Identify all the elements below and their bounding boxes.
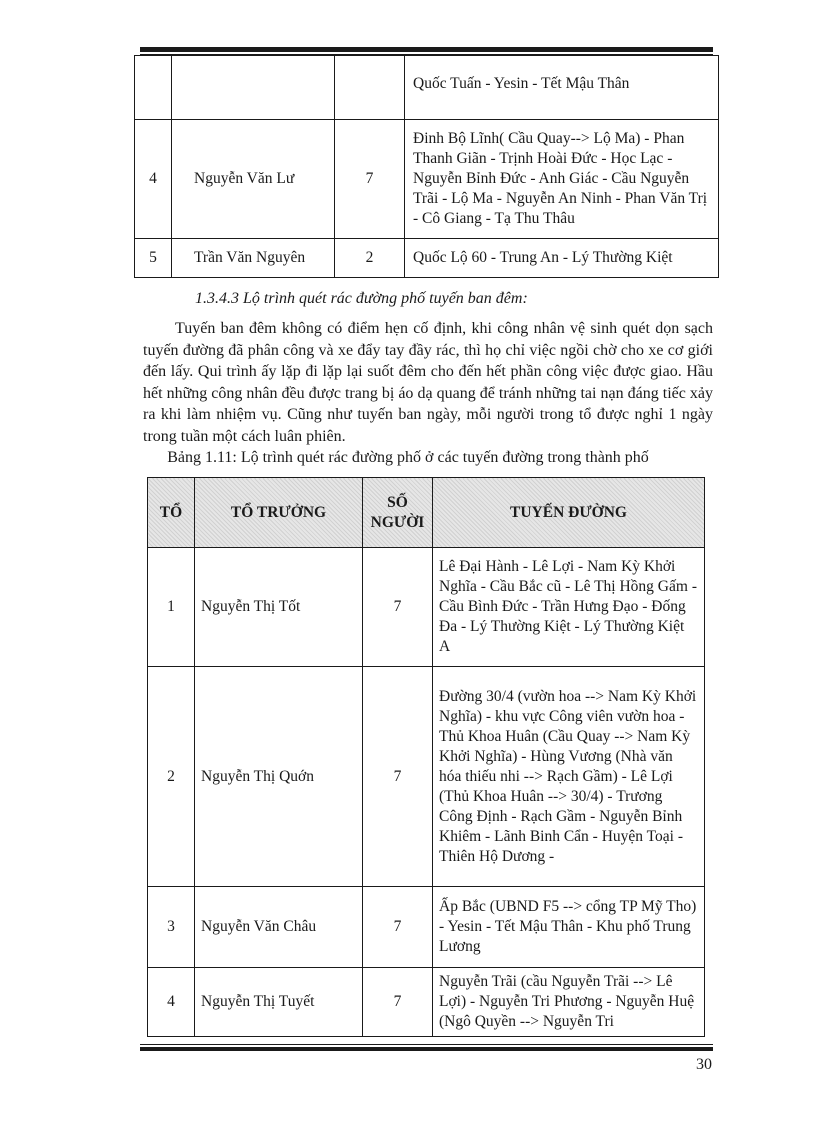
cell-tuyen-duong: Đinh Bộ Lĩnh( Cầu Quay--> Lộ Ma) - Phan Thanh Giãn - Trịnh Hoài Đức - Học Lạc - Nguyễn Bỉnh Đức - Anh Giác - Cầu Nguyễn Trãi - Lộ Ma - Nguyễn An Ninh - Phan Văn Trị - Cô Giang - Tạ Thu Thâu	[405, 120, 719, 239]
table-caption: Bảng 1.11: Lộ trình quét rác đường phố ở các tuyến đường trong thành phố	[167, 449, 649, 466]
cell-tuyen-duong: Quốc Tuấn - Yesin - Tết Mậu Thân	[405, 56, 719, 120]
header-to-truong: TỔ TRƯỞNG	[195, 478, 363, 548]
cell-to: 4	[135, 120, 172, 239]
table-row	[148, 548, 705, 667]
body-paragraph: Tuyến ban đêm không có điểm hẹn cố định, khi công nhân vệ sinh quét dọn sạch tuyến đường đã phân công và xe đẩy tay đầy rác, thì họ chỉ việc ngồi chờ cho xe cơ giới đến lấy. Qui trình ấy lặp đi lặp lại suốt đêm cho đến hết phần công việc được giao. Hầu hết những công nhân đều được trang bị áo dạ quang để tránh những tai nạn đáng tiếc xảy ra khi làm nhiệm vụ. Cũng như tuyến ban ngày, mỗi người trong tổ được nghỉ 1 ngày trong tuần một cách luân phiên.	[143, 320, 713, 445]
cell-to-truong: Nguyễn Văn Lư	[172, 120, 335, 239]
cell-tuyen-duong: Lê Đại Hành - Lê Lợi - Nam Kỳ Khởi Nghĩa - Cầu Bắc cũ - Lê Thị Hồng Gấm - Cầu Bình Đức - Trần Hưng Đạo - Đống Đa - Lý Thường Kiệt - Lý Thường Kiệt A	[433, 548, 705, 667]
cell-to-truong: Nguyễn Thị Quớn	[195, 667, 363, 887]
table-row	[148, 968, 705, 1037]
cell-tuyen-duong: Đường 30/4 (vườn hoa --> Nam Kỳ Khởi Nghĩa) - khu vực Công viên vườn hoa - Thủ Khoa Huân (Cầu Quay --> Nam Kỳ Khởi Nghĩa) - Hùng Vương (Nhà văn hóa thiếu nhi --> Rạch Gầm) - Lê Lợi (Thủ Khoa Huân --> 30/4) - Trương Công Định - Rạch Gầm - Nguyễn Bỉnh Khiêm - Lãnh Binh Cẩn - Huyện Toại - Thiên Hộ Dương -	[433, 667, 705, 887]
cell-to: 3	[148, 887, 195, 968]
cell-so-nguoi: 7	[363, 548, 433, 667]
cell-so-nguoi: 7	[363, 887, 433, 968]
cell-to-truong: Nguyễn Thị Tuyết	[195, 968, 363, 1037]
night-route-table	[147, 477, 705, 1037]
cell-so-nguoi: 7	[363, 968, 433, 1037]
cell-to: 4	[148, 968, 195, 1037]
header-so-nguoi-line2: NGƯỜI	[370, 513, 425, 531]
header-tuyen-duong: TUYẾN ĐƯỜNG	[433, 478, 705, 548]
cell-to-truong: Nguyễn Thị Tốt	[195, 548, 363, 667]
cell-so-nguoi: 2	[335, 239, 405, 278]
table-header-row	[148, 478, 705, 548]
cell-to-truong: Trần Văn Nguyên	[172, 239, 335, 278]
footer-rule-thick	[140, 1047, 713, 1051]
cell-to-truong: Nguyễn Văn Châu	[195, 887, 363, 968]
continued-route-table	[134, 55, 719, 278]
cell-to: 5	[135, 239, 172, 278]
table-row	[148, 667, 705, 887]
page-number: 30	[696, 1056, 712, 1073]
cell-tuyen-duong: Nguyễn Trãi (cầu Nguyễn Trãi --> Lê Lợi) - Nguyễn Tri Phương - Nguyễn Huệ (Ngô Quyền --> Nguyễn Tri	[433, 968, 705, 1037]
footer-rule-thin	[140, 1044, 713, 1045]
section-heading: 1.3.4.3 Lộ trình quét rác đường phố tuyến ban đêm:	[195, 290, 528, 307]
table-row	[135, 120, 719, 239]
header-to: TỔ	[148, 478, 195, 548]
cell-so-nguoi: 7	[363, 667, 433, 887]
cell-so-nguoi	[335, 56, 405, 120]
cell-tuyen-duong: Quốc Lộ 60 - Trung An - Lý Thường Kiệt	[405, 239, 719, 278]
table-row	[148, 887, 705, 968]
cell-to-truong	[172, 56, 335, 120]
cell-to	[135, 56, 172, 120]
cell-tuyen-duong: Ấp Bắc (UBND F5 --> cổng TP Mỹ Tho) - Yesin - Tết Mậu Thân - Khu phố Trung Lương	[433, 887, 705, 968]
cell-so-nguoi: 7	[335, 120, 405, 239]
header-so-nguoi	[363, 478, 433, 548]
header-so-nguoi-line1: SỐ	[387, 493, 408, 511]
header-rule-thick	[140, 47, 713, 52]
cell-to: 1	[148, 548, 195, 667]
table-row	[135, 239, 719, 278]
table-row	[135, 56, 719, 120]
cell-to: 2	[148, 667, 195, 887]
